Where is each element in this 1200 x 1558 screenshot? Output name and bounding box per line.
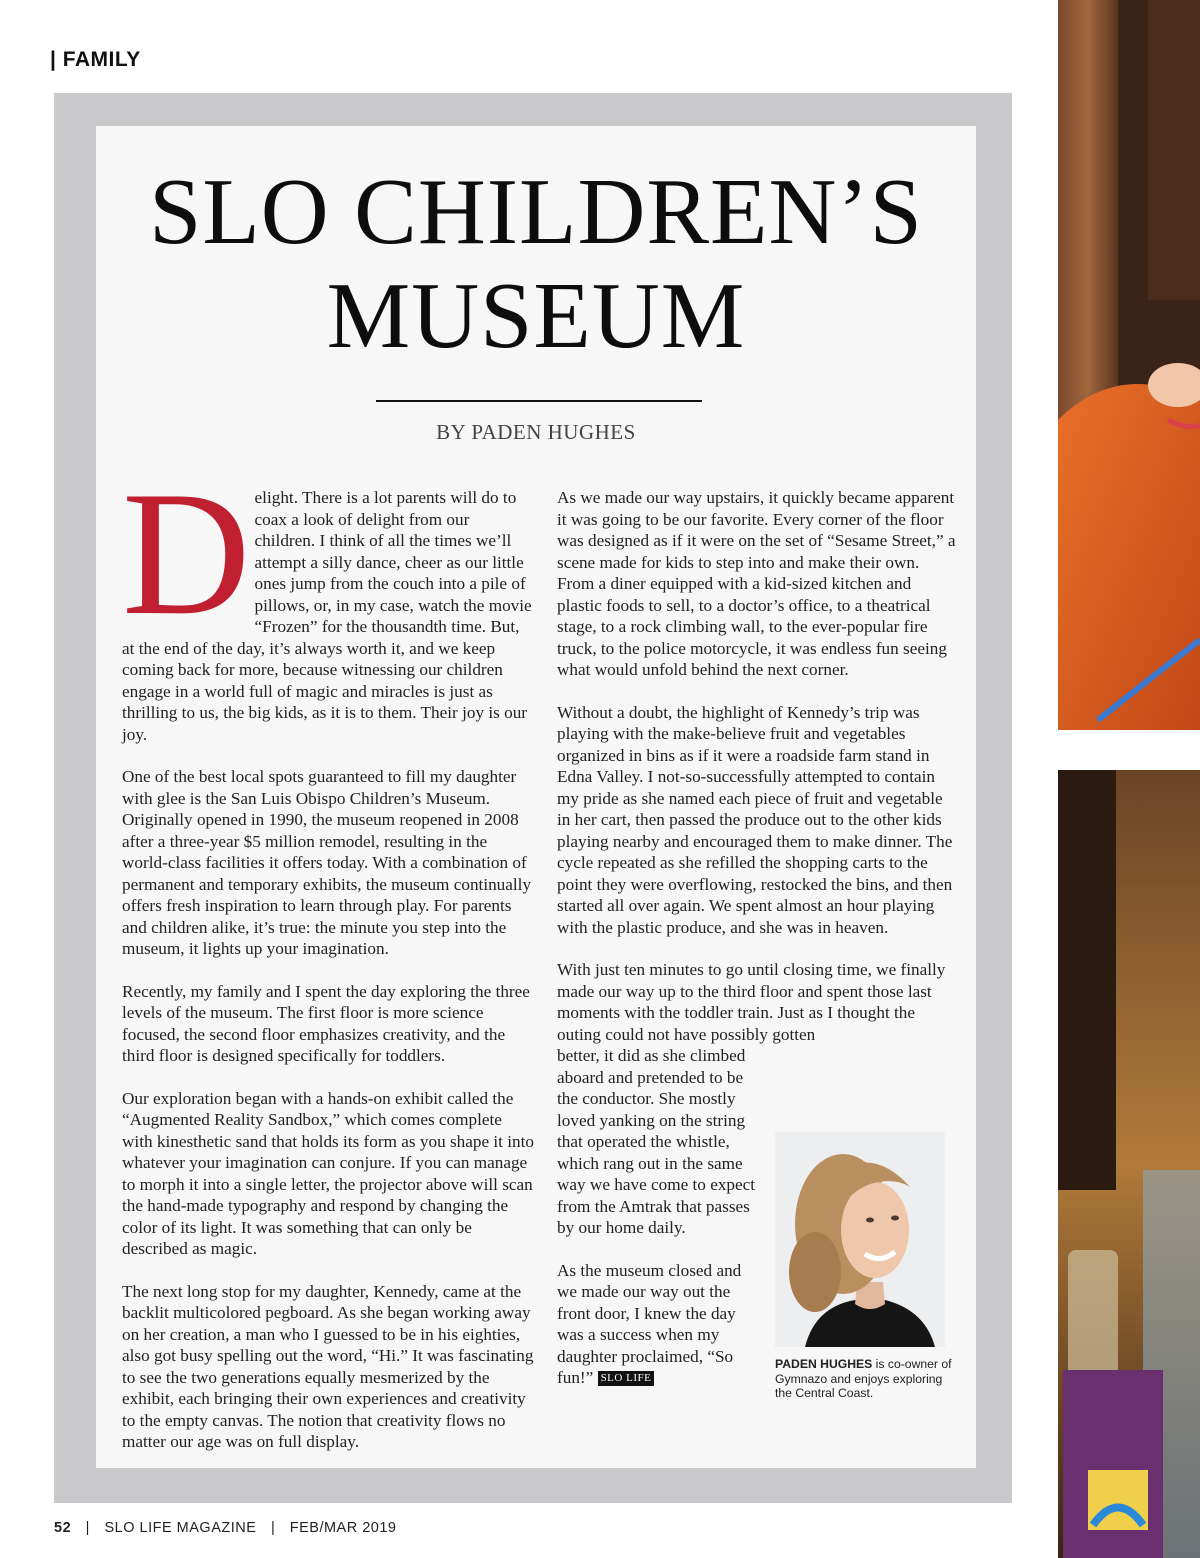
page-number: 52 bbox=[54, 1520, 72, 1536]
paragraph: better, it did as she climbed aboard and pretended to be the conductor. She mostly loved yanking on the string that operated the whistle, which rang out in the same way we have come to expect from the Amtrak that passes by our home daily. bbox=[557, 1046, 756, 1237]
paragraph: Recently, my family and I spent the day exploring the three levels of the museum. The first floor is more science focused, the second floor emphasizes creativity, and the third floor is designed specifically for toddlers. bbox=[122, 981, 530, 1065]
author-portrait-illustration bbox=[775, 1132, 945, 1347]
title-divider bbox=[376, 400, 702, 402]
drop-cap: D bbox=[122, 454, 251, 652]
article-column-left bbox=[122, 454, 534, 1474]
paragraph: One of the best local spots guaranteed to fill my daughter with glee is the San Luis Obispo Children’s Museum. Originally opened in 1990, the museum reopened in 2008 after a three-year $5 million remodel, resulting in the world-class facilities it offers today. With a combination of permanent and temporary exhibits, the museum continually offers fresh inspiration to learn through play. For parents and children alike, it’s true: the minute you step into the museum, it lights up your imagination. bbox=[122, 767, 532, 958]
side-photo-art-supplies bbox=[1058, 770, 1200, 1558]
footer-separator: | bbox=[85, 1520, 90, 1536]
page-footer bbox=[54, 1520, 397, 1536]
section-label: | FAMILY bbox=[50, 48, 141, 71]
author-photo bbox=[775, 1132, 945, 1347]
paragraph: Delight. There is a lot parents will do to coax a look of delight from our children. I think of all the times we’ll attempt a silly dance, cheer as our little ones jump from the couch into a pile of pillows, or, in my case, watch the movie “Frozen” for the thousandth time. But, at the end of the day, it’s always worth it, and we keep coming back for more, because witnessing our children engage in a world full of magic and miracles is just as thrilling to us, the big kids, as it is to them. Their joy is our joy. bbox=[122, 454, 532, 744]
side-photo-climbing bbox=[1058, 0, 1200, 730]
paragraph: Our exploration began with a hands-on exhibit called the “Augmented Reality Sandbox,” which comes complete with kinesthetic sand that holds its form as you shape it into whatever your imagination can conjure. If you can manage to morph it into a single letter, the projector above will scan the hand-made typography and respond by changing the color of its light. It was something that can only be described as magic. bbox=[122, 1088, 534, 1258]
paragraph: The next long stop for my daughter, Kennedy, came at the backlit multicolored pegboard. As she began working away on her creation, a man who I guessed to be in his eighties, also got busy spelling out the word, “Hi.” It was fascinating to see the two generations equally mesmerized by the exhibit, each bringing their own experiences and creativity to the empty canvas. The notion that creativity flows no matter our age was on full display. bbox=[122, 1281, 534, 1451]
title-line-2: MUSEUM bbox=[326, 264, 746, 368]
paragraph: As we made our way upstairs, it quickly became apparent it was going to be our favorite. Every corner of the floor was designed as if it were on the set of “Sesame Street,” a scene made for kids to step into and make their own. From a diner equipped with a kid-sized kitchen and plastic foods to sell, to a doctor’s office, to a theatrical stage, to a rock climbing wall, to the ever-popular fire truck, to the police motorcycle, it was endless fun seeing what would unfold behind the next corner. bbox=[557, 488, 956, 679]
author-bio bbox=[775, 1357, 955, 1401]
paragraph bbox=[557, 959, 959, 1045]
closing-text-wide: With just ten minutes to go until closing time, we finally made our way up to the third floor and spent those last moments with the toddler train. Just as I thought the outing could not have possibly gotten bbox=[557, 960, 946, 1044]
author-bio-text: is co-owner of Gymnazo and enjoys exploring the Central Coast. bbox=[775, 1357, 952, 1400]
closing-text: As the museum closed and we made our way out the front door, I knew the day was a success when my daughter proclaimed, “So fun!” bbox=[557, 1260, 742, 1387]
byline: BY PADEN HUGHES bbox=[436, 420, 636, 444]
issue-date: FEB/MAR 2019 bbox=[289, 1520, 397, 1536]
title-line-1: SLO CHILDREN’S bbox=[149, 160, 923, 264]
paragraph bbox=[557, 1260, 757, 1389]
paragraph: Without a doubt, the highlight of Kennedy’s trip was playing with the make-believe fruit and vegetables organized in bins as if it were a roadside farm stand in Edna Valley. I not-so-successfully attempted to contain my pride as she named each piece of fruit and vegetable in her cart, then passed the produce out to the other kids playing nearby and encouraged them to make dinner. The cycle repeated as she refilled the shopping carts to the point they were overflowing, restocked the bins, and then started all over again. We spent almost an hour playing with the plastic produce, and she was in heaven. bbox=[557, 702, 953, 937]
magazine-name: SLO LIFE MAGAZINE bbox=[104, 1520, 257, 1536]
article-title bbox=[96, 160, 976, 368]
slo-life-end-mark: SLO LIFE bbox=[598, 1371, 655, 1386]
author-name: PADEN HUGHES bbox=[775, 1357, 873, 1371]
footer-separator: | bbox=[270, 1520, 276, 1536]
